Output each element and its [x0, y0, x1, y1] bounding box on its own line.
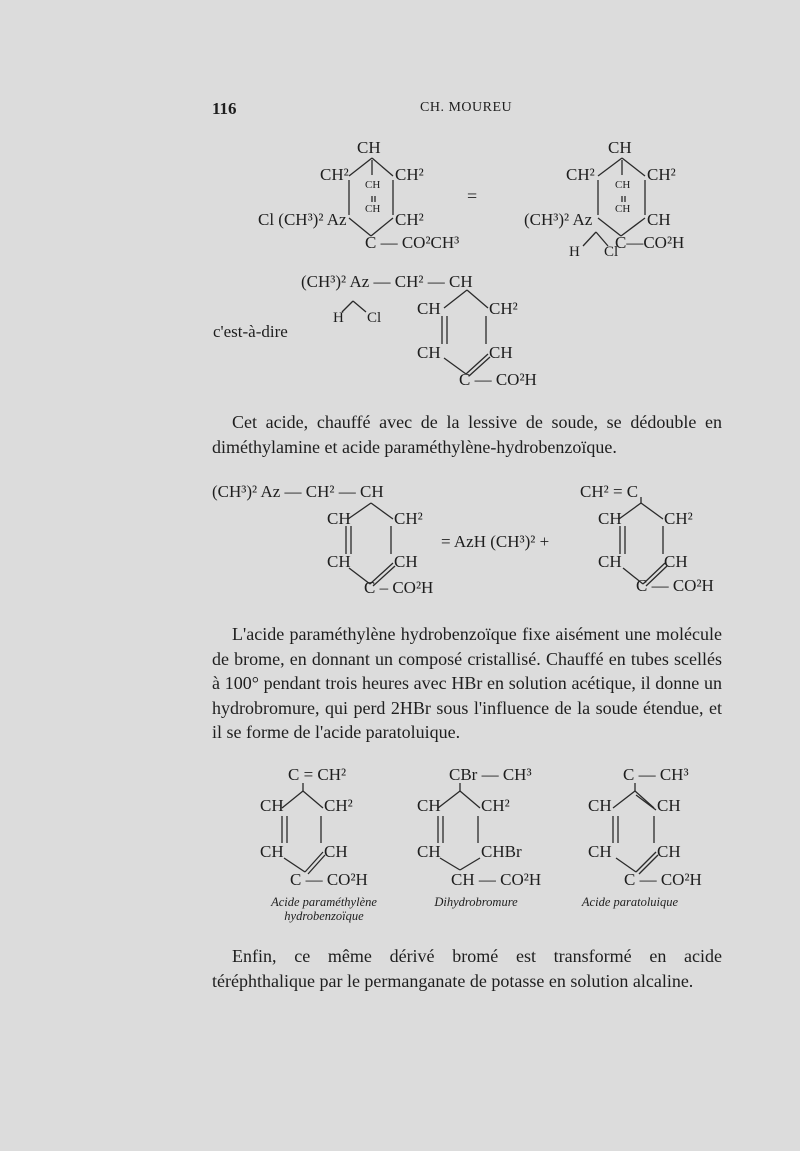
running-title: CH. MOUREU [420, 100, 513, 115]
f1-left-bottom: C — CO²CH³ [365, 233, 460, 252]
f4a-bottom: C — CO²H [290, 870, 368, 889]
f2-lr: CH [489, 343, 513, 362]
f1-left-lr: CH² [395, 210, 424, 229]
formula4b-bonds [438, 783, 480, 870]
f4a-caption-1: Acide paraméthylène [271, 895, 377, 909]
f4a-ur: CH² [324, 796, 353, 815]
formula3-left-bonds [346, 503, 395, 586]
f4a-caption-2: hydrobenzoïque [284, 909, 364, 923]
f1-left-ul: CH² [320, 165, 349, 184]
f3-left-chain: (CH³)² Az — CH² — CH [212, 482, 384, 501]
page-number: 116 [212, 99, 237, 118]
f4b-ll: CH [417, 842, 441, 861]
f4b-ur: CH² [481, 796, 510, 815]
f3-left-ur: CH² [394, 509, 423, 528]
f4c-lr: CH [657, 842, 681, 861]
f2-chain: (CH³)² Az — CH² — CH [301, 272, 473, 291]
f4c-top: C — CH³ [623, 765, 689, 784]
f1-left-inner-bottom: CH [365, 203, 381, 215]
f4b-lr: CHBr [481, 842, 522, 861]
f4b-top: CBr — CH³ [449, 765, 532, 784]
f1-right-lr: CH [647, 210, 671, 229]
f4a-ul: CH [260, 796, 284, 815]
f4a-top: C = CH² [288, 765, 347, 784]
formula3-right-bonds [619, 497, 667, 586]
f4c-ur: CH [657, 796, 681, 815]
f4c-bottom: C — CO²H [624, 870, 702, 889]
f3-left-ll: CH [327, 552, 351, 571]
f1-left-inner-top: CH [365, 179, 381, 191]
f3-right-bottom: C — CO²H [636, 576, 714, 595]
f1-right-group: (CH³)² Az [524, 210, 593, 229]
formula1-left-bonds [349, 158, 393, 236]
f1-left-group: Cl (CH³)² Az [258, 210, 347, 229]
formula2-bonds [342, 290, 490, 376]
f4b-ul: CH [417, 796, 441, 815]
f1-right-inner-bottom: CH [615, 203, 631, 215]
f2-ll: CH [417, 343, 441, 362]
f3-left-lr: CH [394, 552, 418, 571]
f2-bottom: C — CO²H [459, 370, 537, 389]
f1-equals: = [467, 186, 478, 206]
f2-ul: CH [417, 299, 441, 318]
f4a-lr: CH [324, 842, 348, 861]
f3-right-ll: CH [598, 552, 622, 571]
formula4c-bonds [613, 783, 658, 874]
f4a-ll: CH [260, 842, 284, 861]
f4c-ul: CH [588, 796, 612, 815]
f1-left-ur: CH² [395, 165, 424, 184]
formula4a-bonds [282, 783, 325, 874]
f1-right-ul: CH² [566, 165, 595, 184]
f3-right-top: CH² = C [580, 482, 639, 501]
f1-right-ur: CH² [647, 165, 676, 184]
f4b-bottom: CH — CO²H [451, 870, 542, 889]
paragraph-3: Enfin, ce même dérivé bromé est transformé en acide téréphthalique par le permanganate de potasse en solution alcaline. [212, 946, 722, 991]
f1-left-top: CH [357, 138, 381, 157]
f1-right-top: CH [608, 138, 632, 157]
f3-right-ur: CH² [664, 509, 693, 528]
f3-left-ul: CH [327, 509, 351, 528]
f1-right-cl: Cl [604, 244, 619, 260]
f1-right-inner-top: CH [615, 179, 631, 191]
f3-middle: = AzH (CH³)² + [441, 532, 550, 551]
f2-ur: CH² [489, 299, 518, 318]
f3-right-lr: CH [664, 552, 688, 571]
f1-right-h: H [569, 244, 580, 260]
f4b-caption-1: Dihydrobromure [434, 895, 518, 909]
f3-right-ul: CH [598, 509, 622, 528]
paragraph-2: L'acide paraméthylène hydrobenzoïque fixe aisément une molécule de brome, en donnant un composé cristallisé. Chauffé en tubes scellés à 100° pendant trois heures avec HBr en solution acétique, il donne un hydrobromure, qui perd 2HBr sous l'influence de la soude étendue, et il se forme de l'acide paratoluique. [212, 624, 722, 742]
f4c-caption-1: Acide paratoluique [581, 895, 679, 909]
paragraph-1: Cet acide, chauffé avec de la lessive de soude, se dédouble en diméthylamine et acide paraméthylène-hydrobenzoïque. [212, 412, 722, 457]
f1-right-bottom: C—CO²H [615, 233, 685, 252]
f3-left-bottom: C – CO²H [364, 578, 434, 597]
f2-label: c'est-à-dire [213, 322, 288, 341]
f2-h: H [333, 310, 344, 326]
f4c-ll: CH [588, 842, 612, 861]
f2-cl: Cl [367, 310, 382, 326]
